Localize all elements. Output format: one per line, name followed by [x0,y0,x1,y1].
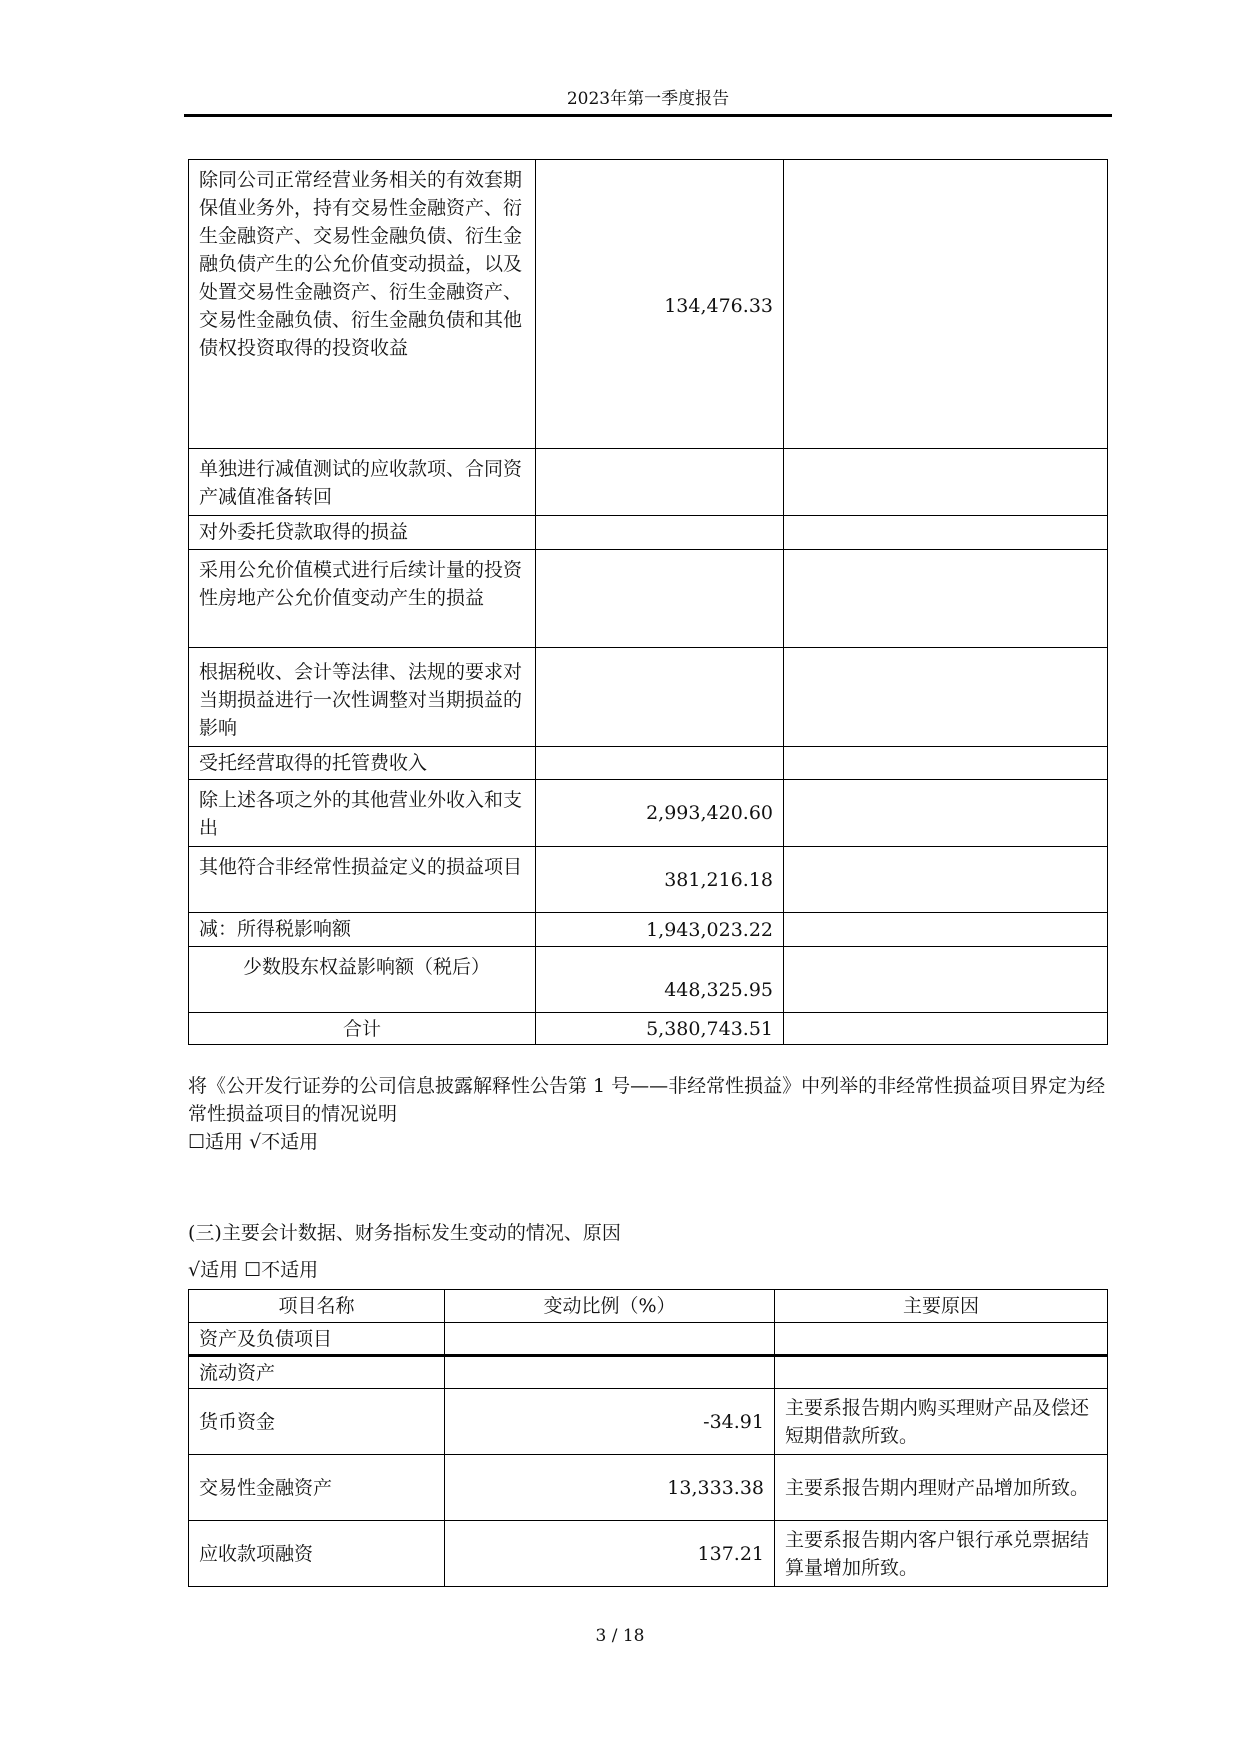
table-row [189,1356,1108,1389]
table-row-total [189,1013,1108,1045]
table-row [189,947,1108,1013]
item-name: 交易性金融资产 [189,1455,445,1521]
header-rule [184,114,1112,117]
note-cell [784,449,1108,516]
note-cell [784,780,1108,847]
change-reason [775,1356,1108,1389]
amount-cell: 2,993,420.60 [536,780,784,847]
column-header: 主要原因 [775,1290,1108,1323]
change-reason [775,1323,1108,1356]
amount-cell [536,550,784,648]
change-ratio: 13,333.38 [445,1455,775,1521]
column-header: 变动比例（%） [445,1290,775,1323]
applicability-checkbox-group: ☐适用 √不适用 [188,1131,319,1153]
item-cell: 受托经营取得的托管费收入 [189,747,536,780]
change-reason: 主要系报告期内购买理财产品及偿还短期借款所致。 [775,1389,1108,1455]
table-row [189,1389,1108,1455]
note-cell [784,516,1108,550]
item-cell: 单独进行减值测试的应收款项、合同资产减值准备转回 [189,449,536,516]
amount-cell [536,648,784,747]
amount-cell [536,747,784,780]
note-cell [784,847,1108,913]
change-reason: 主要系报告期内客户银行承兑票据结算量增加所致。 [775,1521,1108,1587]
item-cell: 对外委托贷款取得的损益 [189,516,536,550]
amount-cell [536,516,784,550]
table-header-row [189,1290,1108,1323]
table-row [189,1455,1108,1521]
total-label: 合计 [189,1013,536,1045]
item-name: 流动资产 [189,1356,445,1389]
page-header: 2023年第一季度报告 [566,89,730,109]
note-cell [784,913,1108,947]
item-name: 货币资金 [189,1389,445,1455]
note-cell [784,1013,1108,1045]
note-cell [784,648,1108,747]
item-cell: 除同公司正常经营业务相关的有效套期保值业务外，持有交易性金融资产、衍生金融资产、交易性金融负债、衍生金融负债产生的公允价值变动损益，以及处置交易性金融资产、衍生金融资产、交易性金融负债、衍生金融负债和其他债权投资取得的投资收益 [189,160,536,449]
applicability-checkbox-group: √适用 ☐不适用 [188,1259,319,1281]
amount-cell: 1,943,023.22 [536,913,784,947]
table-row [189,747,1108,780]
change-ratio [445,1323,775,1356]
table-row [189,1521,1108,1587]
item-cell: 少数股东权益影响额（税后） [189,947,536,1013]
change-ratio: 137.21 [445,1521,775,1587]
page-number: 3 / 18 [595,1626,645,1646]
table-row [189,516,1108,550]
item-cell: 根据税收、会计等法律、法规的要求对当期损益进行一次性调整对当期损益的影响 [189,648,536,747]
nonrecurring-gains-table [188,159,1108,1045]
note-cell [784,747,1108,780]
table-row [189,160,1108,449]
amount-cell: 134,476.33 [536,160,784,449]
table-row [189,1323,1108,1356]
item-cell: 采用公允价值模式进行后续计量的投资性房地产公允价值变动产生的损益 [189,550,536,648]
item-cell: 除上述各项之外的其他营业外收入和支出 [189,780,536,847]
table-row [189,648,1108,747]
change-analysis-table [188,1289,1108,1587]
table-row [189,780,1108,847]
item-cell: 减：所得税影响额 [189,913,536,947]
section-title: (三)主要会计数据、财务指标发生变动的情况、原因 [188,1222,621,1244]
amount-cell [536,449,784,516]
note-cell [784,947,1108,1013]
note-paragraph: 将《公开发行证券的公司信息披露解释性公告第 1 号——非经常性损益》中列举的非经常性损益项目界定为经常性损益项目的情况说明 [188,1075,1106,1125]
note-cell [784,550,1108,648]
table-row [189,847,1108,913]
column-header: 项目名称 [189,1290,445,1323]
table-row [189,550,1108,648]
note-cell [784,160,1108,449]
item-name: 应收款项融资 [189,1521,445,1587]
change-reason: 主要系报告期内理财产品增加所致。 [775,1455,1108,1521]
table-row [189,449,1108,516]
amount-cell: 448,325.95 [536,947,784,1013]
item-cell: 其他符合非经常性损益定义的损益项目 [189,847,536,913]
table-row [189,913,1108,947]
item-name: 资产及负债项目 [189,1323,445,1356]
change-ratio [445,1356,775,1389]
amount-cell: 381,216.18 [536,847,784,913]
reclassification-note [188,1072,1107,1156]
change-ratio: -34.91 [445,1389,775,1455]
total-amount: 5,380,743.51 [536,1013,784,1045]
